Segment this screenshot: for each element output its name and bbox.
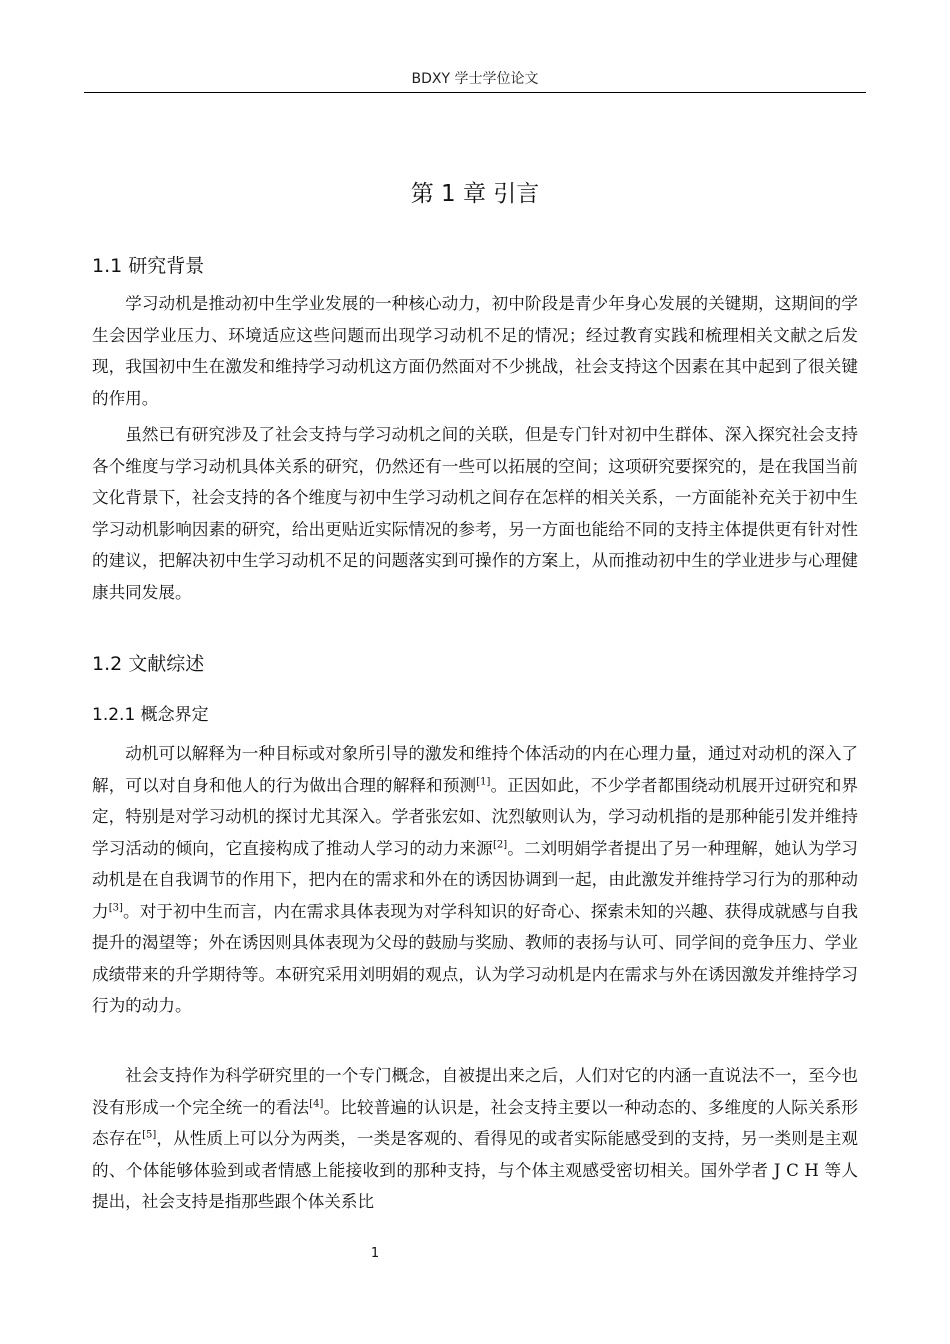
text-run: 社会支持作为科学研究里的一个专门概念，自被提出来之后，人们对它的内涵一直说法不一，至今也没有形成一个完全统一的看法	[92, 1066, 858, 1117]
page-header: BDXY 学士学位论文	[411, 71, 539, 87]
citation-ref: [1]	[476, 775, 491, 787]
citation-ref: [5]	[142, 1129, 157, 1141]
paragraph-concept-2	[92, 1060, 858, 1218]
paragraph-background-1: 学习动机是推动初中生学业发展的一种核心动力，初中阶段是青少年身心发展的关键期，这期间的学生会因学业压力、环境适应这些问题而出现学习动机不足的情况；经过教育实践和梳理相关文献之后发现，我国初中生在激发和维持学习动机这方面仍然面对不少挑战，社会支持这个因素在其中起到了很关键的作用。	[92, 294, 858, 408]
citation-ref: [3]	[108, 901, 123, 913]
section-heading-1-2: 1.2 文献综述	[92, 653, 205, 675]
chapter-title: 第 1 章 引言	[410, 181, 540, 207]
text-run: ，从性质上可以分为两类，一类是客观的、看得见的或者实际能感受到的支持，另一类则是主观的、个体能够体验到或者情感上能接收到的那种支持，与个体主观感受密切相关。国外学者 J C H 等人提出，社会支持是指那些跟个体关系比	[92, 1129, 859, 1211]
text-run: 。正因如此，不少学者都围绕动机展开过研究和界定，特别是对学习动机的探讨尤其深入。学者张宏如、沈烈敏则认为，学习动机指的是那种能引发并维持学习活动的倾向，它直接构成了推动人学习的动力来源	[92, 775, 859, 858]
text-run: 。对于初中生而言，内在需求具体表现为对学科知识的好奇心、探索未知的兴趣、获得成就感与自我提升的渴望等；外在诱因则具体表现为父母的鼓励与奖励、教师的表扬与认可、同学间的竞争压力、学业成绩带来的升学期待等。本研究采用刘明娟的观点，认为学习动机是内在需求与外在诱因激发并维持学习行为的动力。	[92, 901, 859, 1015]
subsection-heading-1-2-1: 1.2.1 概念界定	[92, 705, 209, 725]
paragraph-background-2: 虽然已有研究涉及了社会支持与学习动机之间的关联，但是专门针对初中生群体、深入探究社会支持各个维度与学习动机具体关系的研究，仍然还有一些可以拓展的空间；这项研究要探究的，是在我国当前文化背景下，社会支持的各个维度与初中生学习动机之间存在怎样的相关关系，一方面能补充关于初中生学习动机影响因素的研究，给出更贴近实际情况的参考，另一方面也能给不同的支持主体提供更有针对性的建议，把解决初中生学习动机不足的问题落实到可操作的方案上，从而推动初中生的学业进步与心理健康共同发展。	[92, 425, 858, 602]
paragraph-concept-1	[92, 738, 858, 1022]
section-heading-1-1: 1.1 研究背景	[92, 255, 205, 277]
text-run: 。二刘明娟学者提出了另一种理解，她认为学习动机是在自我调节的作用下，把内在的需求和外在的诱因协调到一起，由此激发并维持学习行为的那种动力	[92, 838, 859, 921]
citation-ref: [2]	[492, 838, 508, 850]
text-run: 动机可以解释为一种目标或对象所引导的激发和维持个体活动的内在心理力量，通过对动机的深入了解，可以对自身和他人的行为做出合理的解释和预测	[92, 744, 858, 795]
header-rule	[84, 92, 866, 93]
text-run: 。比较普遍的认识是，社会支持主要以一种动态的、多维度的人际关系形态存在	[92, 1097, 859, 1148]
citation-ref: [4]	[309, 1097, 324, 1109]
page-number: 1	[370, 1246, 380, 1261]
